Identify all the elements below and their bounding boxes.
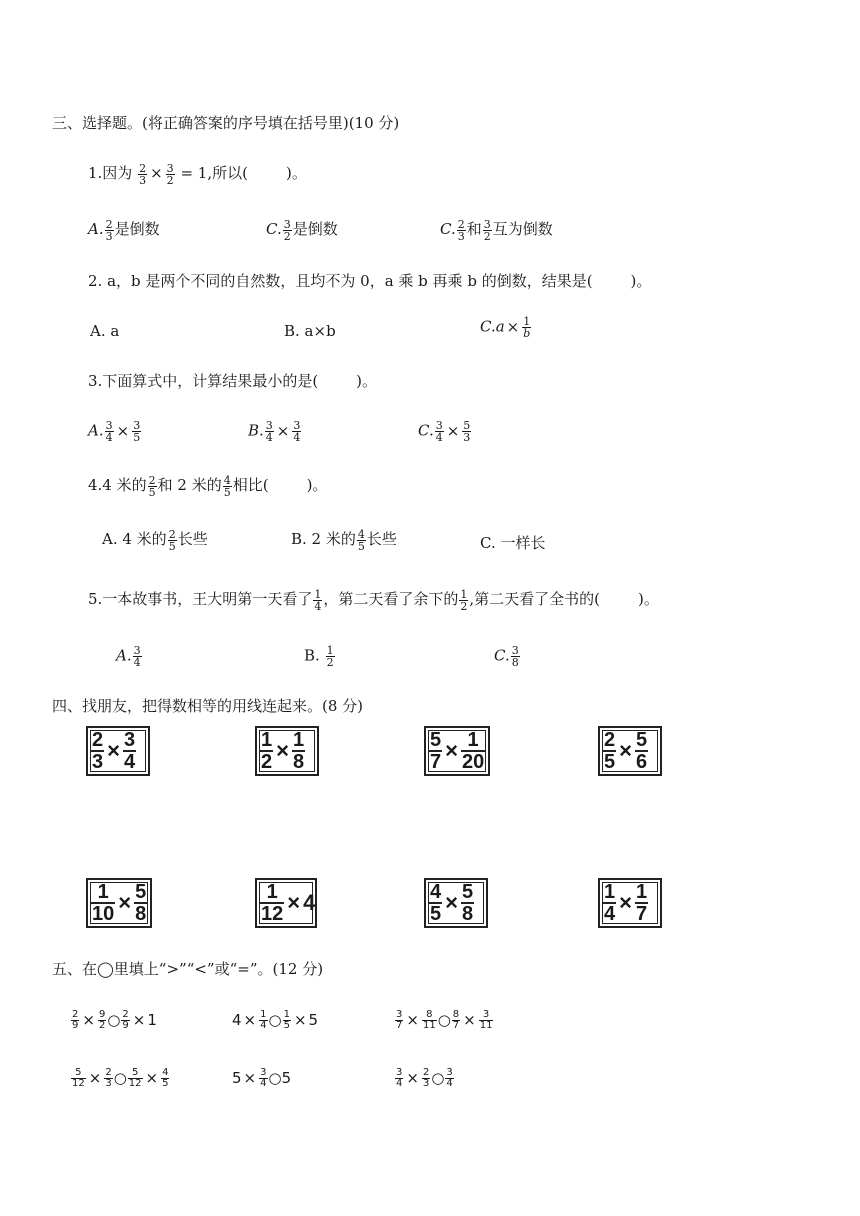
times-sign: × xyxy=(506,317,520,336)
circle-blank[interactable]: ○ xyxy=(113,1069,127,1087)
comparison-6[interactable]: $\frac{3}{4}$ × $\frac{2}{3}$ ○ $\frac{3}{4}$ xyxy=(396,1067,453,1089)
option-post: 长些 xyxy=(366,530,397,548)
option-label: C. xyxy=(494,646,510,665)
comparison-1[interactable]: $\frac{2}{9}$ × $\frac{9}{2}$ ○ $\frac{2}{9}$ × 1 xyxy=(72,1009,157,1031)
question-4: 4.4 米的 $\frac{2}{5}$ 和 2 米的 $\frac{4}{5}$ 相比( )。 xyxy=(88,473,328,499)
option-text: 互为倒数 xyxy=(492,220,553,238)
expression-box[interactable]: $\frac{5}{7}$ × $\frac{1}{20}$ xyxy=(424,726,490,776)
option-mid: 和 xyxy=(466,220,482,238)
q4-option-c[interactable]: C. 一样长 xyxy=(480,534,546,552)
q3-option-a[interactable]: A. $\frac{3}{4}$ × $\frac{3}{5}$ xyxy=(88,419,141,444)
comparison-2[interactable]: 4 × $\frac{1}{4}$ ○ $\frac{1}{5}$ × 5 xyxy=(232,1009,319,1031)
question-1 xyxy=(88,162,307,186)
question-3 xyxy=(88,370,377,391)
section-5-title: 五、在◯里填上“>”“<”或“=”。(12 分) xyxy=(52,960,324,978)
fraction-2-3: $\frac{2}{3}$ xyxy=(457,217,465,243)
q3-option-b[interactable]: B. $\frac{3}{4}$ × $\frac{3}{4}$ xyxy=(248,419,301,444)
q5-part3: ,第二天看了全书的( xyxy=(469,590,600,608)
comparison-4[interactable]: $\frac{5}{12}$ × $\frac{2}{3}$ ○ $\frac{5}{12}$ × $\frac{4}{5}$ xyxy=(72,1067,169,1089)
q5-end: )。 xyxy=(637,590,659,608)
circle-blank[interactable]: ○ xyxy=(437,1011,451,1029)
fraction-2-3: $\frac{2}{3}$ xyxy=(105,217,113,243)
section-4-title: 四、找朋友，把得数相等的用线连起来。(8 分) xyxy=(52,697,364,715)
option-label: C. xyxy=(440,220,456,238)
fraction-1-b: $\frac{1}{b}$ xyxy=(523,315,531,340)
q4-option-a[interactable]: A. 4 米的 $\frac{2}{5}$ 长些 xyxy=(102,527,208,553)
q3-text: 3.下面算式中，计算结果最小的是( xyxy=(88,372,319,390)
q4-part3: 相比( xyxy=(232,476,269,494)
q4-part1: 4.4 米的 xyxy=(88,476,147,494)
q1-option-c2[interactable] xyxy=(440,218,553,242)
circle-blank[interactable]: ○ xyxy=(431,1069,445,1087)
option-post: 长些 xyxy=(177,530,208,548)
option-text: 是倒数 xyxy=(292,220,338,238)
option-text: 是倒数 xyxy=(114,220,160,238)
expression-box[interactable]: $\frac{2}{5}$ × $\frac{5}{6}$ xyxy=(598,726,662,776)
option-label: A. xyxy=(88,421,104,440)
circle-blank[interactable]: ○ xyxy=(268,1011,282,1029)
q4-part2: 和 2 米的 xyxy=(157,476,222,494)
expression-box[interactable]: $\frac{2}{3}$ × $\frac{3}{4}$ xyxy=(86,726,150,776)
q2-option-c[interactable] xyxy=(480,316,532,339)
question-2 xyxy=(88,270,651,291)
comparison-3[interactable]: $\frac{3}{7}$ × $\frac{8}{11}$ ○ $\frac{8}{7}$ × $\frac{3}{11}$ xyxy=(396,1009,493,1031)
expression-box[interactable]: $\frac{1}{10}$ × $\frac{5}{8}$ xyxy=(86,878,152,928)
q1-suffix: = 1,所以( xyxy=(180,164,248,182)
option-label: C. xyxy=(480,317,496,336)
q5-option-b[interactable]: B. $\frac{1}{2}$ xyxy=(304,644,334,669)
q3-end: )。 xyxy=(356,372,378,390)
expression-box[interactable]: $\frac{4}{5}$ × $\frac{5}{8}$ xyxy=(424,878,488,928)
circle-blank[interactable]: ○ xyxy=(107,1011,121,1029)
q2-text: 2. a，b 是两个不同的自然数，且均不为 0，a 乘 b 再乘 b 的倒数，结果是( xyxy=(88,272,593,290)
q4-end: )。 xyxy=(306,476,328,494)
section-3-title: 三、选择题。(将正确答案的序号填在括号里)(10 分) xyxy=(52,114,400,132)
q1-option-c1[interactable] xyxy=(266,218,338,242)
q2-end: )。 xyxy=(630,272,652,290)
expression-box[interactable]: $\frac{1}{2}$ × $\frac{1}{8}$ xyxy=(255,726,319,776)
option-label: B. xyxy=(304,646,320,665)
q2-option-b[interactable]: B. a×b xyxy=(284,322,336,340)
fraction-3-2: $\frac{3}{2}$ xyxy=(483,217,491,243)
q1-option-a[interactable] xyxy=(88,218,160,242)
fraction-3-2: $\frac{3}{2}$ xyxy=(283,217,291,243)
q5-option-a[interactable]: A. $\frac{3}{4}$ xyxy=(116,644,141,669)
option-label: C. xyxy=(418,421,434,440)
q1-prefix: 1.因为 xyxy=(88,164,133,182)
q5-part2: ，第二天看了余下的 xyxy=(323,590,459,608)
comparison-5[interactable]: 5 × $\frac{3}{4}$ ○5 xyxy=(232,1067,292,1089)
option-pre: B. 2 米的 xyxy=(291,530,356,548)
question-5: 5.一本故事书，王大明第一天看了 $\frac{1}{4}$ ，第二天看了余下的 $\frac{1}{2}$ ,第二天看了全书的( )。 xyxy=(88,587,659,613)
fraction-3-2: $\frac{3}{2}$ xyxy=(166,161,174,187)
circle-blank[interactable]: ○ xyxy=(268,1069,282,1087)
q5-option-c[interactable]: C. $\frac{3}{8}$ xyxy=(494,644,519,669)
option-label: C. xyxy=(266,220,282,238)
q3-option-c[interactable]: C. $\frac{3}{4}$ × $\frac{5}{3}$ xyxy=(418,419,471,444)
option-label: A. xyxy=(116,646,132,665)
expression-box[interactable]: $\frac{1}{4}$ × $\frac{1}{7}$ xyxy=(598,878,662,928)
option-pre: A. 4 米的 xyxy=(102,530,167,548)
q1-end: )。 xyxy=(285,164,307,182)
variable-a: a xyxy=(495,317,505,336)
fraction-2-3: $\frac{2}{3}$ xyxy=(139,161,147,187)
q5-part1: 5.一本故事书，王大明第一天看了 xyxy=(88,590,313,608)
q2-option-a[interactable]: A. a xyxy=(90,322,120,340)
option-label: A. xyxy=(88,220,104,238)
option-label: B. xyxy=(248,421,264,440)
times-sign: × xyxy=(150,164,163,182)
q4-option-b[interactable]: B. 2 米的 $\frac{4}{5}$ 长些 xyxy=(291,527,397,553)
expression-box[interactable]: $\frac{1}{12}$ × 4 xyxy=(255,878,317,928)
